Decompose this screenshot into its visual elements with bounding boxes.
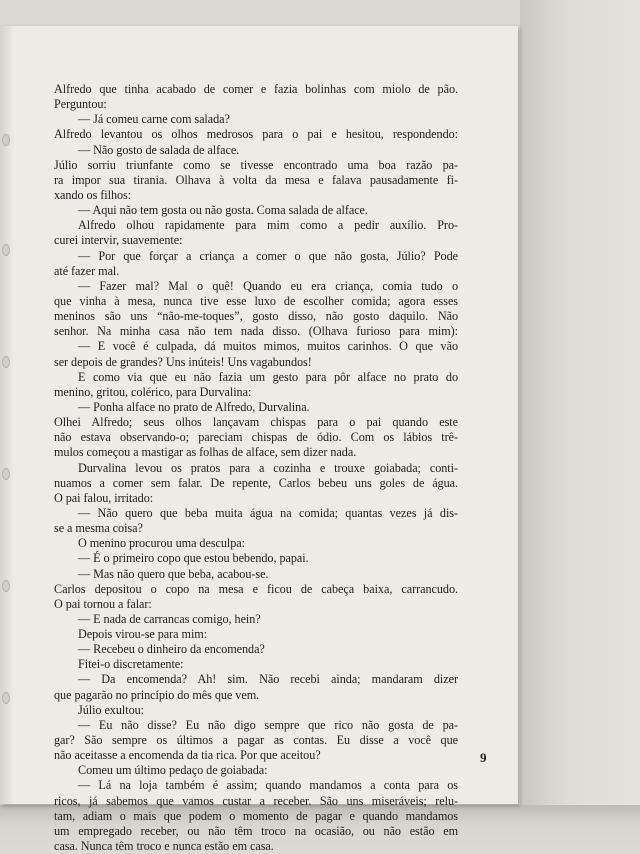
binding-hole [2, 692, 10, 704]
text-line: E como via que eu não fazia um gesto para pôr alface no prato do [78, 369, 458, 384]
text-line: curei intervir, suavemente: [54, 233, 183, 248]
binding-hole [2, 134, 10, 146]
binding-hole [2, 468, 10, 480]
text-line: Júlio sorriu triunfante como se tivesse encontrado uma boa razão pa- [54, 157, 458, 172]
text-line: senhor. Na minha casa não tem nada disso. (Olhava furioso para mim): [54, 324, 458, 339]
text-line: — Recebeu o dinheiro da encomenda? [78, 642, 265, 657]
text-line: — Aqui não tem gosta ou não gosta. Coma salada de alface. [78, 203, 368, 218]
text-line: Durvalina levou os pratos para a cozinha e trouxe goiabada; conti- [78, 460, 458, 475]
binding-hole [2, 244, 10, 256]
text-line: Fitei-o discretamente: [78, 657, 184, 672]
text-line: que pagarão no princípio do mês que vem. [54, 687, 260, 702]
text-line: menino, gritou, colérico, para Durvalina: [54, 384, 252, 399]
text-line: — Eu não disse? Eu não digo sempre que rico não gosta de pa- [78, 717, 458, 732]
text-line: — Da encomenda? Ah! sim. Não recebi ainda; mandaram dizer [78, 672, 458, 687]
text-line: meninos são uns “não-me-toques”, gosto disso, não gosto daquilo. Não [54, 309, 458, 324]
binding-holes [0, 26, 10, 804]
text-line: — Mas não quero que beba, acabou-se. [78, 566, 269, 581]
text-line: mulos começou a mastigar as folhas de alface, sem dizer nada. [54, 445, 357, 460]
text-line: Comeu um último pedaço de goiabada: [78, 763, 268, 778]
text-line: Alfredo levantou os olhos medrosos para o pai e hesitou, respondendo: [54, 127, 458, 142]
text-line: xando os filhos: [54, 187, 132, 202]
text-line: ser depois de grandes? Uns inúteis! Uns vagabundos! [54, 354, 312, 369]
text-line: Júlio exultou: [78, 702, 144, 717]
binding-hole [2, 580, 10, 592]
text-line: casa. Nunca têm troco e nunca estão em casa. [54, 839, 274, 854]
page-number: 9 [480, 750, 487, 765]
text-line: O pai falou, irritado: [54, 490, 154, 505]
text-line: O pai tornou a falar: [54, 596, 152, 611]
background-table [520, 0, 640, 853]
text-line: Alfredo que tinha acabado de comer e fazia bolinhas com miolo de pão. [54, 82, 458, 96]
text-line: gar? São sempre os últimos a pagar as contas. Eu disse a você que [54, 733, 458, 748]
text-line: Carlos depositou o copo na mesa e ficou de cabeça baixa, carrancudo. [54, 581, 458, 596]
text-line: um empregado receber, ou não têm troco na ocasião, ou não estão em [54, 823, 458, 838]
text-line: — Por que forçar a criança a comer o que não gosta, Júlio? Pode [78, 248, 458, 263]
text-line: ra impor sua tirania. Olhava à volta da mesa e falava pausadamente fi- [54, 172, 458, 187]
text-line: que vinha à mesa, nunca tive esse luxo de escolher comida; agora esses [54, 293, 458, 308]
text-line: Olhei Alfredo; seus olhos lançavam chispas para o pai quando este [54, 415, 458, 430]
text-line: — Não gosto de salada de alface. [78, 142, 240, 157]
text-line: — Ponha alface no prato de Alfredo, Durvalina. [78, 399, 310, 414]
text-line: Perguntou: [54, 97, 107, 112]
text-line: não aceitasse a encomenda da tia rica. Por que aceitou? [54, 748, 321, 763]
text-line: ricos, já sabemos que vamos custar a receber. São uns miseráveis; relu- [54, 793, 458, 808]
text-line: — E você é culpada, dá muitos mimos, muitos carinhos. O que vão [78, 339, 458, 354]
text-line: O menino procurou uma desculpa: [78, 536, 245, 551]
text-line: até fazer mal. [54, 263, 120, 278]
text-line: Alfredo olhou rapidamente para mim como a pedir auxílio. Pro- [78, 218, 458, 233]
binding-hole [2, 356, 10, 368]
text-line: — É o primeiro copo que estou bebendo, papai. [78, 551, 309, 566]
body-text [54, 82, 458, 854]
text-line: — Não quero que beba muita água na comida; quantas vezes já dis- [78, 505, 458, 520]
text-line: nuamos a comer sem falar. De repente, Carlos bebeu uns goles de água. [54, 475, 458, 490]
text-line: — Fazer mal? Mal o quê! Quando eu era criança, comia tudo o [78, 278, 458, 293]
text-line: — Lá na loja também é assim; quando mandamos a conta para os [78, 778, 458, 793]
text-line: tam, adiam o mais que podem o momento de pagar e quando mandamos [54, 808, 458, 823]
text-line: se a mesma coisa? [54, 521, 143, 536]
text-line: Depois virou-se para mim: [78, 627, 208, 642]
text-line: — Já comeu carne com salada? [78, 112, 230, 127]
text-line: — E nada de carrancas comigo, hein? [78, 611, 261, 626]
text-line: não estava observando-o; pareciam chispas de ódio. Com os lábios trê- [54, 430, 458, 445]
